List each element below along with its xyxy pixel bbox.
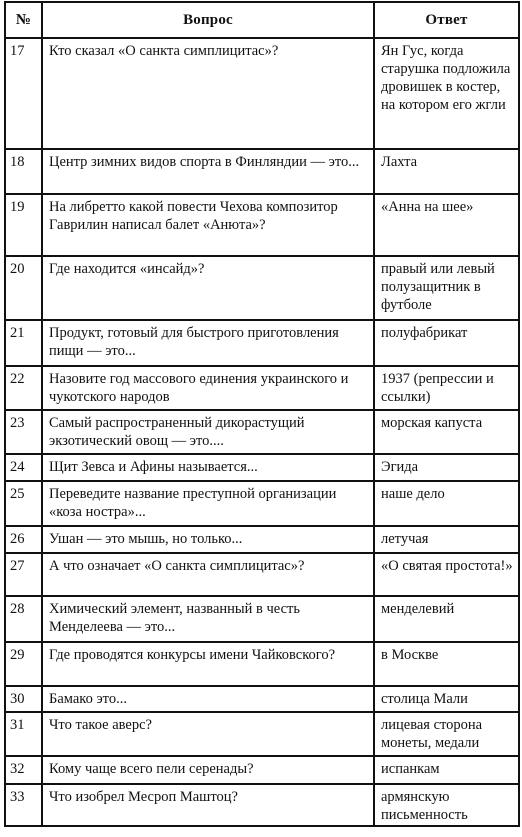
answer-text: 1937 (репрессии и ссылки)	[381, 371, 494, 405]
table-row	[5, 38, 519, 149]
row-number: 18	[10, 154, 25, 170]
row-number: 29	[10, 647, 25, 663]
answer-cell	[374, 481, 519, 526]
header-row	[5, 2, 519, 38]
table-row	[5, 149, 519, 194]
question-text: Где находится «инсайд»?	[49, 261, 205, 277]
question-text: Щит Зевса и Афины называется...	[49, 459, 258, 475]
question-cell	[42, 38, 374, 149]
row-number-cell	[5, 320, 42, 366]
row-number: 17	[10, 43, 25, 59]
header-answer: Ответ	[374, 2, 519, 38]
row-number-cell	[5, 256, 42, 320]
table-row	[5, 526, 519, 553]
question-text: Бамако это...	[49, 691, 127, 707]
row-number-cell	[5, 686, 42, 712]
table-row	[5, 454, 519, 481]
question-cell	[42, 149, 374, 194]
answer-text: Ян Гус, когда старушка подложила дровишек в костер, на котором его жгли	[381, 43, 511, 113]
row-number: 20	[10, 261, 25, 277]
answer-cell	[374, 686, 519, 712]
answer-text: столица Мали	[381, 691, 468, 707]
table-row	[5, 256, 519, 320]
question-cell	[42, 642, 374, 686]
question-text: Назовите год массового единения украинского и чукотского народов	[49, 371, 349, 405]
question-text: Ушан — это мышь, но только...	[49, 531, 243, 547]
answer-cell	[374, 553, 519, 596]
answer-cell	[374, 756, 519, 784]
answer-cell	[374, 642, 519, 686]
question-text: А что означает «О санкта симплицитас»?	[49, 558, 305, 574]
answer-cell	[374, 256, 519, 320]
table-row	[5, 481, 519, 526]
table-row	[5, 320, 519, 366]
row-number-cell	[5, 553, 42, 596]
question-text: Кому чаще всего пели серенады?	[49, 761, 254, 777]
question-text: Химический элемент, названный в честь Менделеева — это...	[49, 601, 300, 635]
question-cell	[42, 256, 374, 320]
table-row	[5, 194, 519, 256]
question-text: Центр зимних видов спорта в Финляндии — это...	[49, 154, 360, 170]
answer-text: лицевая сторона монеты, медали	[381, 717, 483, 751]
question-cell	[42, 553, 374, 596]
answer-cell	[374, 712, 519, 756]
row-number: 33	[10, 789, 25, 805]
table-row	[5, 596, 519, 642]
question-cell	[42, 686, 374, 712]
answer-text: «Анна на шее»	[381, 199, 474, 215]
answer-cell	[374, 38, 519, 149]
answer-text: менделевий	[381, 601, 455, 617]
answer-text: в Москве	[381, 647, 439, 663]
question-text: Что такое аверс?	[49, 717, 152, 733]
row-number: 32	[10, 761, 25, 777]
question-cell	[42, 366, 374, 410]
row-number: 21	[10, 325, 25, 341]
quiz-table	[4, 1, 520, 827]
row-number: 26	[10, 531, 25, 547]
question-text: На либретто какой повести Чехова композитор Гаврилин написал балет «Анюта»?	[49, 199, 338, 233]
answer-text: морская капуста	[381, 415, 483, 431]
question-text: Продукт, готовый для быстрого приготовления пищи — это...	[49, 325, 339, 359]
answer-cell	[374, 526, 519, 553]
question-cell	[42, 596, 374, 642]
question-cell	[42, 454, 374, 481]
question-cell	[42, 526, 374, 553]
row-number: 27	[10, 558, 25, 574]
answer-text: правый или левый полузащитник в футболе	[381, 261, 495, 313]
table-row	[5, 756, 519, 784]
row-number: 23	[10, 415, 25, 431]
row-number-cell	[5, 366, 42, 410]
answer-cell	[374, 596, 519, 642]
row-number: 19	[10, 199, 25, 215]
table-row	[5, 642, 519, 686]
row-number-cell	[5, 38, 42, 149]
question-cell	[42, 320, 374, 366]
answer-cell	[374, 454, 519, 481]
answer-text: наше дело	[381, 486, 445, 502]
row-number: 25	[10, 486, 25, 502]
table-row	[5, 712, 519, 756]
row-number-cell	[5, 454, 42, 481]
question-cell	[42, 481, 374, 526]
row-number: 30	[10, 691, 25, 707]
table-row	[5, 410, 519, 454]
row-number: 22	[10, 371, 25, 387]
question-text: Кто сказал «О санкта симплицитас»?	[49, 43, 279, 59]
question-text: Самый распространенный дикорастущий экзотический овощ — это....	[49, 415, 305, 449]
table-body	[5, 38, 519, 826]
question-text: Где проводятся конкурсы имени Чайковского?	[49, 647, 336, 663]
answer-cell	[374, 410, 519, 454]
answer-text: армянскую письменность	[381, 789, 468, 823]
header-question: Вопрос	[42, 2, 374, 38]
answer-text: полуфабрикат	[381, 325, 468, 341]
answer-text: Лахта	[381, 154, 418, 170]
question-cell	[42, 784, 374, 826]
answer-text: «О святая простота!»	[381, 558, 513, 574]
row-number-cell	[5, 784, 42, 826]
question-cell	[42, 756, 374, 784]
answer-text: Эгида	[381, 459, 419, 475]
answer-cell	[374, 149, 519, 194]
answer-cell	[374, 366, 519, 410]
row-number-cell	[5, 481, 42, 526]
header-number: №	[5, 2, 42, 38]
question-cell	[42, 410, 374, 454]
row-number-cell	[5, 410, 42, 454]
table-row	[5, 784, 519, 826]
table-row	[5, 686, 519, 712]
row-number-cell	[5, 149, 42, 194]
answer-text: испанкам	[381, 761, 440, 777]
row-number-cell	[5, 712, 42, 756]
answer-cell	[374, 320, 519, 366]
answer-cell	[374, 194, 519, 256]
question-text: Что изобрел Месроп Маштоц?	[49, 789, 238, 805]
row-number-cell	[5, 526, 42, 553]
row-number: 28	[10, 601, 25, 617]
row-number: 24	[10, 459, 25, 475]
table-row	[5, 553, 519, 596]
row-number-cell	[5, 596, 42, 642]
question-text: Переведите название преступной организации «коза ностра»...	[49, 486, 337, 520]
question-cell	[42, 194, 374, 256]
question-cell	[42, 712, 374, 756]
row-number-cell	[5, 194, 42, 256]
answer-text: летучая	[381, 531, 429, 547]
answer-cell	[374, 784, 519, 826]
table-row	[5, 366, 519, 410]
row-number-cell	[5, 642, 42, 686]
row-number: 31	[10, 717, 25, 733]
row-number-cell	[5, 756, 42, 784]
table-header	[5, 2, 519, 38]
